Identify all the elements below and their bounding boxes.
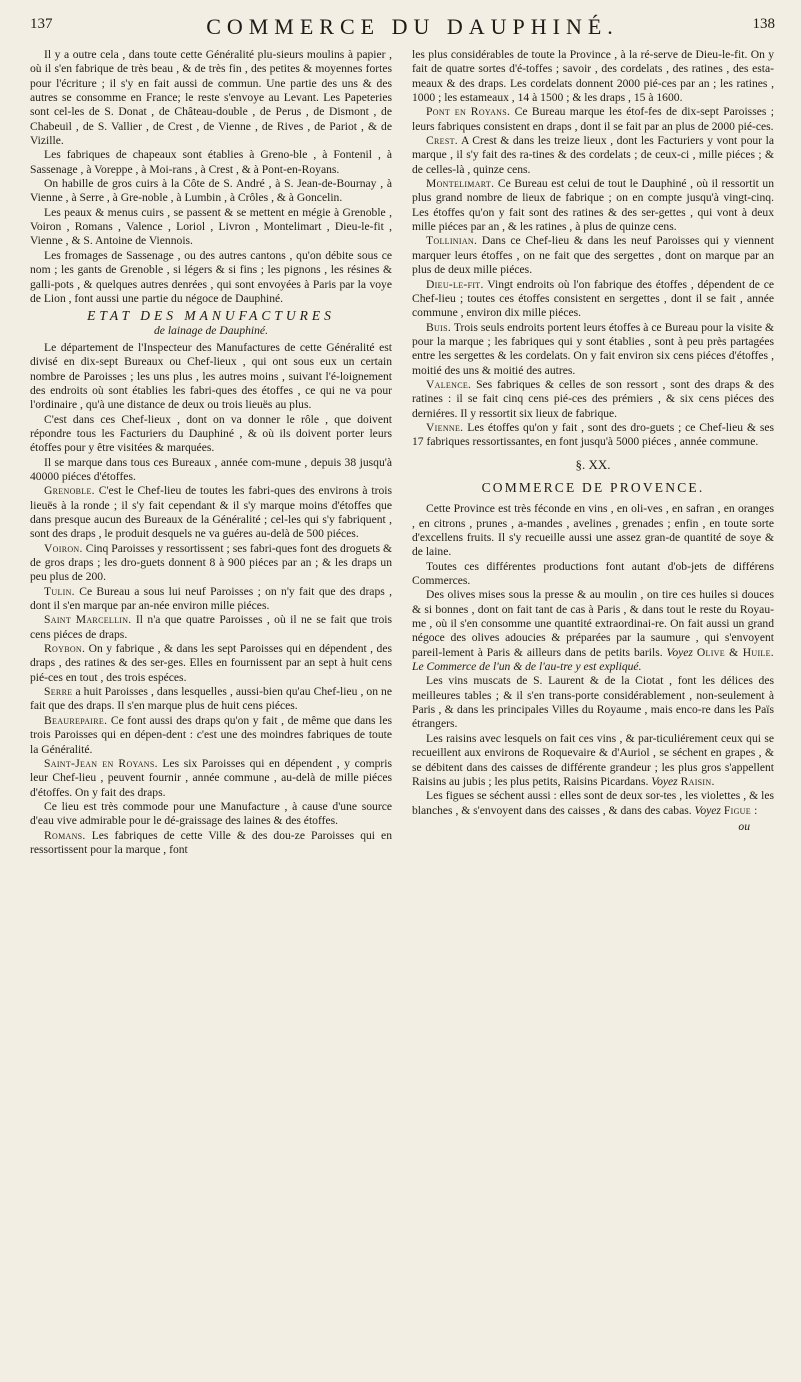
bureau-text: Les fabriques de cette Ville & des dou-ze Paroisses qui en ressortissent pour la marque , font <box>30 828 392 856</box>
bureau-entry <box>412 421 774 450</box>
bureau-name: Romans. <box>44 828 86 842</box>
paragraph <box>412 588 774 674</box>
bureau-name: Beaurepaire. <box>44 713 108 727</box>
bureau-text: Ce lieu est très commode pour une Manufacture , à cause d'une source d'eau vive admirable pour le dé-graissage des laines & des étoffes. <box>30 799 392 828</box>
bureau-text: Ce Bureau marque les étof-fes de dix-sept Paroisses ; leurs fabriques consistent en draps , dont il se fait par an plus de 2000 pié-ces. <box>412 105 774 133</box>
section-title: COMMERCE DE PROVENCE. <box>481 479 705 495</box>
bureau-entry <box>30 829 392 858</box>
bureau-entry <box>30 685 392 714</box>
bureau-name: Tulin. <box>44 584 75 598</box>
bureau-text: a huit Paroisses , dans lesquelles , aussi-bien qu'au Chef-lieu , on ne fait que des draps. Il s'en marque plus de huit cens piéces. <box>30 685 392 713</box>
bureau-entry <box>30 642 392 685</box>
paragraph: Les fromages de Sassenage , ou des autres cantons , qu'on débite sous ce nom ; les gants de Grenoble , si légers & si fins ; les pignons , les résines & galli-pots , & quelques autres denrées , qui sont envoyées à Paris par la voye de Lion , font aussi une partie du négoce de Dauphiné. <box>30 248 392 305</box>
bureau-name: Vienne. <box>426 420 464 434</box>
bureau-name: Dieu-le-fit. <box>426 277 484 291</box>
bureau-text: Ce Bureau est celui de tout le Dauphiné , où il ressortit un plus grand nombre de lieux de fabrique ; on en compte jusqu'à vingt-cinq. Les étoffes qu'on y fait sont des ratines & des ser-gettes , qui vont à deux mille piéces par an , & les ratines , à plus de quinze cens. <box>412 177 774 234</box>
bureau-text: Cinq Paroisses y ressortissent ; ses fabri-ques font des droguets & de gros draps ; les dro-guets donnent 8 à 900 piéces par an ; & les draps un peu plus de 200. <box>30 541 393 584</box>
cross-reference-label: Voyez <box>666 645 693 659</box>
bureau-entry <box>412 134 774 177</box>
paragraph: Les fabriques de chapeaux sont établies à Greno-ble , à Fontenil , à Sassenage , à Voreppe , à Moi-rans , à Crest , & à Pont-en-Royans. <box>30 148 392 176</box>
bureau-entry <box>30 714 392 757</box>
bureau-text: A Crest & dans les treize lieux , dont les Facturiers y vont pour la marque , il s'y fait des ra-tines & des cordelats ; de ceux-ci , mille piéces ; & de celles-là , quinze cens. <box>412 134 774 176</box>
bureau-entry <box>30 585 392 614</box>
bureau-text: Les six Paroisses qui en dépendent , y compris leur Chef-lieu , peuvent fournir , année commune , au-delà de mille piéces d'étoffes. On y fait des draps. <box>30 756 392 799</box>
bureau-text: C'est le Chef-lieu de toutes les fabri-ques des environs à trois lieuës à la ronde ; il s'y fait cependant & il s'y marque moins d'étoffes que dans presque aucun des Bureaux de la Généralité ; cel-les qui s'y fabriquent , sont des draps , le produit desquels ne va guéres au-delà de 500 piéces. <box>30 484 392 541</box>
bureau-name: Voiron. <box>44 541 83 555</box>
bureau-name: Pont en Royans. <box>426 105 511 119</box>
column-right <box>412 48 774 857</box>
bureau-text: Ses fabriques & celles de son ressort , sont des draps & des ratines : il se fait cinq cens pié-ces des prémiers , & six cens piéces des derniéres. Il y ressortit six lieux de fabrique. <box>412 377 774 420</box>
bureau-entry <box>412 378 774 421</box>
bureau-entry <box>30 757 392 800</box>
bureau-entry <box>412 105 774 134</box>
paragraph: Cette Province est très féconde en vins , en oli-ves , en safran , en oranges , en citrons , prunes , a-mandes , avelines , grenades ; enfin , en toute sorte d'excellens fruits. Il s'y recueille aussi une assez gran-de quantité de soye & de laine. <box>412 502 774 559</box>
paragraph <box>412 789 774 818</box>
state-title: ETAT DES MANUFACTURES <box>87 308 335 324</box>
bureau-entry <box>30 542 392 585</box>
paragraph: Toutes ces différentes productions font autant d'ob-jets de différens Commerces. <box>412 559 774 588</box>
bureau-text: Ce Bureau a sous lui neuf Paroisses ; on n'y fait que des draps , dont il s'en marque par an-née environ mille piéces. <box>30 584 392 613</box>
bureau-entry <box>412 234 774 277</box>
running-title: COMMERCE DU DAUPHINÉ. <box>206 14 619 39</box>
bureau-name: Serre <box>44 685 73 699</box>
bureau-name: Saint Marcellin. <box>44 613 132 627</box>
bureau-text: Vingt endroits où l'on fabrique des étoffes , dépendent de ce Chef-lieu ; toutes ces étoffes consistent en sergettes , dont il se fait , année commune , environ dix mille piéces. <box>412 277 774 320</box>
bureau-text: Trois seuls endroits portent leurs étoffes à ce Bureau pour la visite & pour la marque ; les fabriques qui y sont établies , sont à peu près partagées entre les sergettes & les cordelats. On y fait environ six cens piéces d'étoffes , moitié des uns & moitié des autres. <box>412 320 774 377</box>
running-header <box>30 14 775 44</box>
bureau-name: Grenoble. <box>44 484 95 498</box>
bureau-text: On y fabrique , & dans les sept Paroisses qui en dépendent , des draps , des ratines & des ser-ges. Elles en fournissent par an sept à huit cens pié-ces en tout , des trois espéces. <box>30 642 393 684</box>
paragraph: Il y a outre cela , dans toute cette Généralité plu-sieurs moulins à papier , où il s'en fabrique de très beau , & de très fin , des petites & moyennes fortes pour l'écriture ; il s'y en fait aussi de commun. Une partie des uns & des autres se consomme en France; le reste s'envoye au Levant. Les Papeteries sont cel-les de S. Donat , de Château-double , de Perus , de Dismont , de Chabeuil , de S. Vallier , de Crest , de Vienne , de Rives , de Pariot , & de Vizille. <box>30 48 392 148</box>
bureau-entry <box>412 177 774 234</box>
bureau-name: Roybon. <box>44 642 86 656</box>
paragraph: Le département de l'Inspecteur des Manufactures de cette Généralité est divisé en dix-sept Bureaux ou Chef-lieux , qui ont sous eux un certain nombre de Paroisses ; les uns plus , les autres moins , suivant l'é-loignement des endroits où sont établies les fabri-ques des étoffes , ce qui ne va pour l'ordinaire , qu'à une distance de deux ou trois lieuës au plus. <box>30 340 392 412</box>
paragraph-text: Les raisins avec lesquels on fait ces vins , & par-ticuliérement ceux qui se recueillent aux environs de Roquevaire & d'Auriol , se séchent en grapes , & se débitent dans des caisses de différente grandeur ; les plus gros s'appellent Raisins au jubis ; les plus petits, Raisins Picardans. <box>412 731 774 788</box>
bureau-text: Les étoffes qu'on y fait , sont des dro-guets ; ce Chef-lieu & ses 17 fabriques ressortissantes, en font jusqu'à 5000 piéces , année commune. <box>412 420 774 449</box>
catchword: ou <box>738 819 750 833</box>
bureau-name: Valence. <box>426 377 472 391</box>
bureau-name: Tollinian. <box>426 234 478 248</box>
section-number: §. XX. <box>575 456 611 472</box>
cross-reference-target: Olive & Huile. <box>696 645 774 659</box>
bureau-name: Buis. <box>426 320 452 334</box>
bureau-text: Il n'a que quatre Paroisses , où il ne se fait que trois cens piéces de draps. <box>30 613 392 641</box>
bureau-text: Dans ce Chef-lieu & dans les neuf Paroisses qui y viennent marquer leurs étoffes , on ne fait que des sergettes , dont on marque par an plus de deux mille piéces. <box>412 234 774 277</box>
cross-reference-note: Le Commerce de l'un & de l'au-tre y est expliqué. <box>412 660 642 674</box>
bureau-name: Crest. <box>426 134 458 148</box>
paragraph <box>412 732 774 789</box>
bureau-entry <box>30 800 392 829</box>
paragraph: On habille de gros cuirs à la Côte de S. André , à S. Jean-de-Bournay , à Vienne , à Serre , à Gre-noble , à Lumbin , à Crôles , & à Goncelin. <box>30 177 392 205</box>
cross-reference-target: Raisin. <box>680 774 715 788</box>
cross-reference-label: Voyez <box>694 803 721 817</box>
paragraph: C'est dans ces Chef-lieux , dont on va donner le rôle , que doivent répondre tous les Facturiers du Dauphiné , & où ils doivent porter leurs étoffes pour y être visitées & marquées. <box>30 412 392 455</box>
bureau-entry <box>30 613 392 642</box>
page-number-right: 138 <box>752 16 775 32</box>
bureau-name: Montelimart. <box>426 177 495 191</box>
cross-reference-label: Voyez <box>651 774 678 788</box>
bureau-name: Saint-Jean en Royans. <box>44 756 158 770</box>
paragraph-text: Les figues se séchent aussi : elles sont de deux sor-tes , les violettes , & les blanches , & s'envoyent dans des caisses , & dans des cabas. <box>412 789 774 817</box>
paragraph: Il se marque dans tous ces Bureaux , année com-mune , depuis 38 jusqu'à 40000 piéces d'étoffes. <box>30 455 392 483</box>
bureau-entry <box>30 484 392 541</box>
bureau-text: Ce font aussi des draps qu'on y fait , de même que dans les trois Paroisses qui en dépen-dent : c'est une des moindres fabriques de toute la Généralité. <box>30 713 392 756</box>
paragraph: Les peaux & menus cuirs , se passent & se mettent en mégie à Grenoble , Voiron , Romans , Valence , Loriol , Livron , Montelimart , Dieu-le-fit , Vienne , & S. Antoine de Viennois. <box>30 205 392 248</box>
page-number-left: 137 <box>30 16 53 32</box>
state-subtitle: de lainage de Dauphiné. <box>154 323 268 337</box>
cross-reference-target: Figue : <box>723 803 758 817</box>
bureau-entry <box>412 321 774 378</box>
paragraph: Les vins muscats de S. Laurent & de la Ciotat , font les délices des meilleures tables ; & il s'en trans-porte considérablement , non-seulement à Paris , & dans les principales Villes du Royaume , mais enco-re dans les Païs étrangers. <box>412 674 774 731</box>
paragraph-text: Des olives mises sous la presse & au moulin , on tire ces huiles si douces & si bonnes , dont on fait tant de cas à Paris , & dans tout le reste du Royau-me , où il s'en consomme une quantité extraordinai-re. On fait aussi un grand négoce des olives adoucies & préparées par la saumure , qui s'envoyent pareil-lement à Paris & ailleurs dans de petits barils. <box>412 588 774 659</box>
bureau-entry <box>412 278 774 321</box>
column-left <box>30 48 392 857</box>
paragraph: les plus considérables de toute la Province , à la ré-serve de Dieu-le-fit. On y fait de quatre sortes d'é-toffes ; savoir , des cordelats , des ratines , des esta-meaux & des draps. Les cordelats donnent 2000 pié-ces par an ; les ratines , 1000 ; les estameaux , 14 à 1500 ; & les draps , 15 à 1600. <box>412 48 774 105</box>
